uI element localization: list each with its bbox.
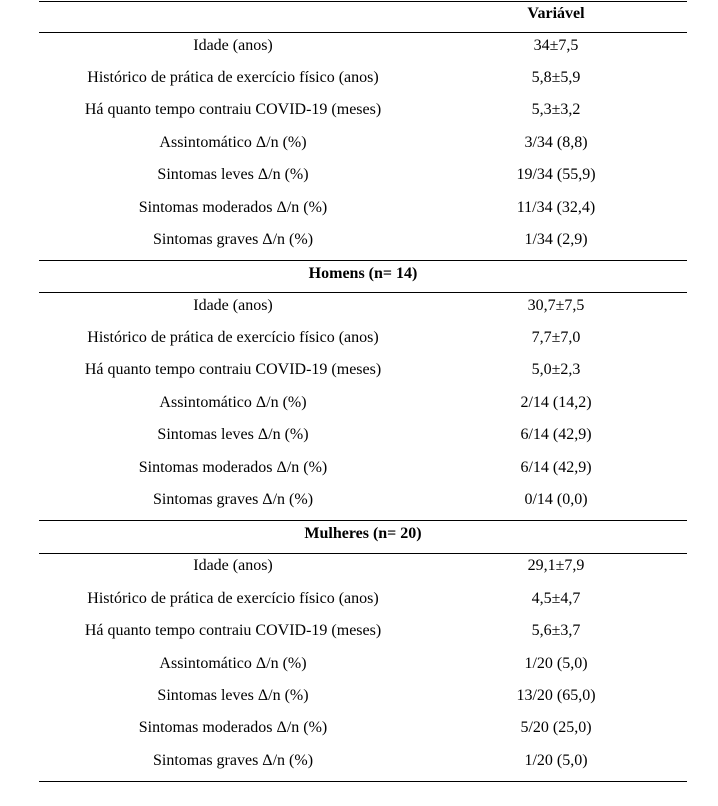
row-value: 0/14 (0,0)	[524, 491, 588, 508]
row-value: 5,8±5,9	[531, 69, 581, 86]
row-label: Sintomas graves Δ/n (%)	[152, 231, 314, 248]
row-value: 6/14 (42,9)	[520, 426, 592, 443]
row-label: Assintomático Δ/n (%)	[159, 394, 307, 411]
row-value: 5,6±3,7	[531, 622, 581, 639]
row-value: 13/20 (65,0)	[516, 687, 596, 704]
row-value: 1/20 (5,0)	[524, 752, 588, 769]
row-value: 11/34 (32,4)	[516, 199, 596, 216]
row-value: 30,7±7,5	[527, 297, 585, 314]
row-label: Idade (anos)	[193, 37, 273, 54]
row-label: Assintomático Δ/n (%)	[159, 134, 307, 151]
row-value: 19/34 (55,9)	[516, 166, 596, 183]
row-label: Há quanto tempo contraiu COVID-19 (meses)	[84, 101, 382, 118]
row-label: Sintomas leves Δ/n (%)	[157, 426, 309, 443]
row-label: Sintomas graves Δ/n (%)	[152, 752, 314, 769]
row-value: 5,3±3,2	[531, 101, 581, 118]
row-label: Idade (anos)	[193, 557, 273, 574]
section-rule	[39, 292, 687, 293]
row-label: Histórico de prática de exercício físico (anos)	[87, 590, 379, 607]
table-bottom-rule	[39, 781, 687, 782]
row-label: Há quanto tempo contraiu COVID-19 (meses)	[84, 361, 382, 378]
table-top-rule	[39, 1, 687, 2]
row-value: 1/20 (5,0)	[524, 655, 588, 672]
row-value: 29,1±7,9	[527, 557, 585, 574]
row-label: Sintomas moderados Δ/n (%)	[138, 199, 328, 216]
row-label: Sintomas graves Δ/n (%)	[152, 491, 314, 508]
row-value: 4,5±4,7	[531, 590, 581, 607]
row-value: 2/14 (14,2)	[520, 394, 592, 411]
row-label: Histórico de prática de exercício físico (anos)	[87, 329, 379, 346]
section-rule	[39, 553, 687, 554]
row-label: Histórico de prática de exercício físico (anos)	[87, 69, 379, 86]
column-header-variavel: Variável	[527, 5, 585, 22]
section-title-mulheres: Mulheres (n= 20)	[304, 525, 422, 542]
row-label: Sintomas moderados Δ/n (%)	[138, 459, 328, 476]
header-rule	[39, 32, 687, 33]
section-title-homens: Homens (n= 14)	[308, 265, 418, 282]
row-value: 34±7,5	[533, 37, 579, 54]
row-label: Sintomas moderados Δ/n (%)	[138, 719, 328, 736]
row-value: 1/34 (2,9)	[524, 231, 588, 248]
row-value: 5/20 (25,0)	[520, 719, 592, 736]
row-label: Idade (anos)	[193, 297, 273, 314]
row-label: Há quanto tempo contraiu COVID-19 (meses)	[84, 622, 382, 639]
row-value: 7,7±7,0	[531, 329, 581, 346]
row-value: 6/14 (42,9)	[520, 459, 592, 476]
section-rule	[39, 260, 687, 261]
row-value: 3/34 (8,8)	[524, 134, 588, 151]
row-label: Assintomático Δ/n (%)	[159, 655, 307, 672]
section-rule	[39, 520, 687, 521]
row-label: Sintomas leves Δ/n (%)	[157, 166, 309, 183]
row-value: 5,0±2,3	[531, 361, 581, 378]
row-label: Sintomas leves Δ/n (%)	[157, 687, 309, 704]
